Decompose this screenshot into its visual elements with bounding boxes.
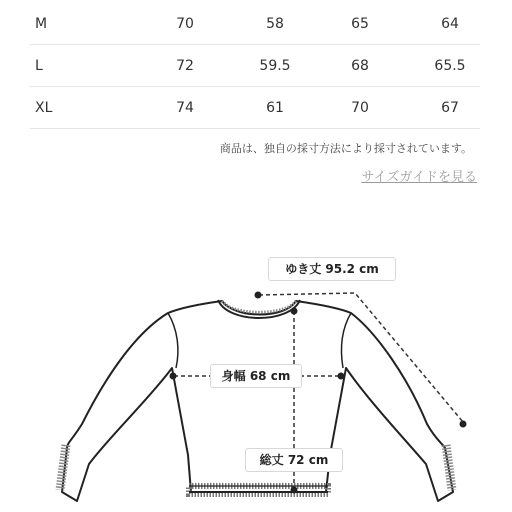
- measure-cell: 70: [351, 100, 369, 116]
- measure-cell: 65.5: [434, 58, 466, 74]
- width-measure-end: [338, 373, 345, 380]
- size-guide-link[interactable]: サイズガイドを見る: [361, 170, 477, 185]
- sleeve-measure-line: [259, 293, 463, 422]
- length-measure-start: [291, 308, 298, 315]
- measure-cell: 64: [441, 16, 459, 32]
- measurement-note: 商品は、独自の採寸方法により採寸されています。: [219, 142, 472, 155]
- measure-cell: 68: [351, 58, 369, 74]
- measure-cell: 67: [441, 100, 459, 116]
- sleeve-length-label: ゆき丈 95.2 cm: [268, 257, 396, 281]
- size-cell: M: [35, 16, 48, 32]
- table-row: [30, 45, 480, 87]
- measure-cell: 61: [266, 100, 284, 116]
- measure-cell: 58: [266, 16, 284, 32]
- measure-cell: 70: [176, 16, 194, 32]
- length-measure-end: [291, 487, 298, 494]
- total-length-label: 総丈 72 cm: [245, 448, 343, 472]
- measure-cell: 72: [176, 58, 194, 74]
- sleeve-measure-start: [255, 292, 262, 299]
- table-row: [30, 3, 480, 45]
- sleeve-measure-end: [460, 421, 467, 428]
- width-measure-start: [170, 373, 177, 380]
- sweater-measurement-diagram: [0, 190, 512, 512]
- sleeve-seam-left: [168, 313, 178, 368]
- measure-cell: 74: [176, 100, 194, 116]
- size-cell: L: [35, 58, 43, 74]
- body-width-label: 身幅 68 cm: [210, 364, 302, 388]
- table-row: [30, 87, 480, 129]
- size-cell: XL: [35, 100, 53, 116]
- measure-cell: 59.5: [259, 58, 291, 74]
- measure-cell: 65: [351, 16, 369, 32]
- sleeve-seam-right: [342, 313, 351, 368]
